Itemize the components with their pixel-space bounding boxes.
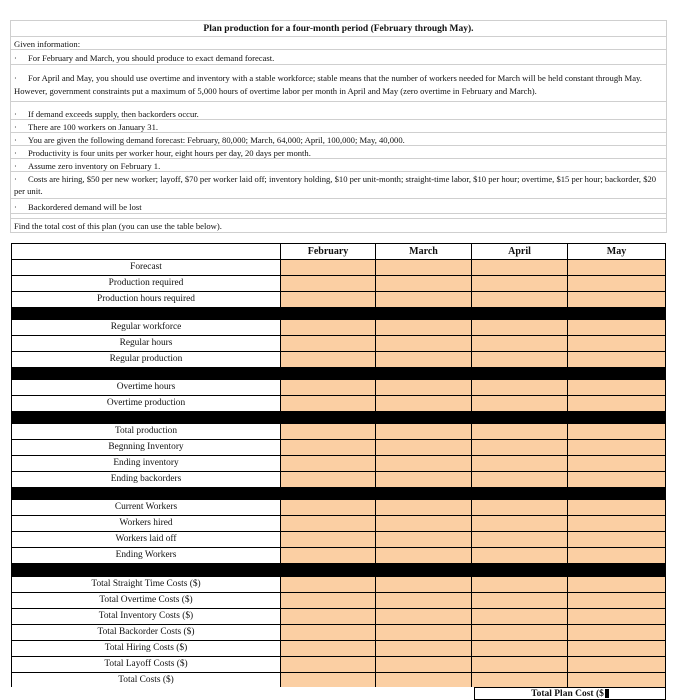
input-cell-march[interactable] xyxy=(376,292,471,307)
input-cell-april[interactable] xyxy=(472,657,567,672)
bullet-icon: · xyxy=(14,73,17,83)
input-cell-february[interactable] xyxy=(281,456,375,471)
given-bullet-8 xyxy=(10,172,667,199)
row-label: Total Overtime Costs ($) xyxy=(12,593,280,608)
input-cell-may[interactable] xyxy=(568,548,665,563)
row-label: Ending Workers xyxy=(12,548,280,563)
input-cell-april[interactable] xyxy=(472,516,567,531)
bullet-text: Backordered demand will be lost xyxy=(28,202,142,212)
input-cell-may[interactable] xyxy=(568,456,665,471)
row-label: Forecast xyxy=(12,260,280,275)
bullet-icon: · xyxy=(14,148,17,158)
bullet-text: There are 100 workers on January 31. xyxy=(28,122,159,132)
row-label: Ending backorders xyxy=(12,472,280,487)
row-label: Regular hours xyxy=(12,336,280,351)
input-cell-february[interactable] xyxy=(281,500,375,515)
row-label: Production hours required xyxy=(12,292,280,307)
input-cell-may[interactable] xyxy=(568,380,665,395)
section-divider xyxy=(12,488,665,499)
bullet-icon: · xyxy=(14,122,17,132)
input-cell-april[interactable] xyxy=(472,260,567,275)
input-cell-march[interactable] xyxy=(376,352,471,367)
input-cell-april[interactable] xyxy=(472,276,567,291)
input-cell-march[interactable] xyxy=(376,625,471,640)
input-cell-april[interactable] xyxy=(472,380,567,395)
row-label: Production required xyxy=(12,276,280,291)
input-cell-may[interactable] xyxy=(568,472,665,487)
input-cell-may[interactable] xyxy=(568,641,665,656)
bullet-text: Costs are hiring, $50 per new worker; layoff, $70 per worker laid off; inventory holding, $10 per unit-month; straight-time labor, $10 per hour; overtime, $15 per hour; backorder, $20 per unit. xyxy=(14,174,657,196)
input-cell-march[interactable] xyxy=(376,260,471,275)
input-cell-february[interactable] xyxy=(281,336,375,351)
given-heading: Given information: xyxy=(10,37,667,50)
row-label: Workers hired xyxy=(12,516,280,531)
input-cell-march[interactable] xyxy=(376,500,471,515)
input-cell-april[interactable] xyxy=(472,532,567,547)
row-label: Regular production xyxy=(12,352,280,367)
input-cell-may[interactable] xyxy=(568,276,665,291)
input-cell-april[interactable] xyxy=(472,456,567,471)
row-label: Total Inventory Costs ($) xyxy=(12,609,280,624)
bullet-text: For February and March, you should produce to exact demand forecast. xyxy=(28,53,275,63)
month-header-may: May xyxy=(568,244,665,259)
given-bullet-1 xyxy=(10,50,667,65)
input-cell-march[interactable] xyxy=(376,424,471,439)
given-bullet-9 xyxy=(10,199,667,214)
row-label: Total Costs ($) xyxy=(12,673,280,688)
bullet-icon: · xyxy=(14,109,17,119)
input-cell-march[interactable] xyxy=(376,548,471,563)
input-cell-february[interactable] xyxy=(281,352,375,367)
input-cell-april[interactable] xyxy=(472,424,567,439)
given-bullet-4 xyxy=(10,120,667,133)
input-cell-march[interactable] xyxy=(376,609,471,624)
input-cell-february[interactable] xyxy=(281,292,375,307)
bullet-icon: · xyxy=(14,202,17,212)
input-cell-april[interactable] xyxy=(472,336,567,351)
input-cell-february[interactable] xyxy=(281,577,375,592)
input-cell-february[interactable] xyxy=(281,532,375,547)
bullet-icon: · xyxy=(14,161,17,171)
input-cell-may[interactable] xyxy=(568,577,665,592)
bullet-icon: · xyxy=(14,135,17,145)
month-header-march: March xyxy=(376,244,471,259)
input-cell-april[interactable] xyxy=(472,673,567,688)
task-instruction: Find the total cost of this plan (you can use the table below). xyxy=(10,218,667,233)
bullet-text: For April and May, you should use overtime and inventory with a stable workforce; stable means that the number of workers needed for March will be held constant through May. However, government constraints put a maximum of 5,000 hours of overtime labor per month in April and May (zero overtime in February and March). xyxy=(14,73,642,96)
bullet-text: Assume zero inventory on February 1. xyxy=(28,161,161,171)
bullet-icon: · xyxy=(14,53,17,63)
input-cell-may[interactable] xyxy=(568,396,665,411)
input-cell-may[interactable] xyxy=(568,609,665,624)
row-label: Begnning Inventory xyxy=(12,440,280,455)
input-cell-may[interactable] xyxy=(568,516,665,531)
row-label: Workers laid off xyxy=(12,532,280,547)
input-cell-march[interactable] xyxy=(376,336,471,351)
input-cell-march[interactable] xyxy=(376,516,471,531)
input-cell-may[interactable] xyxy=(568,593,665,608)
input-cell-february[interactable] xyxy=(281,593,375,608)
input-cell-may[interactable] xyxy=(568,292,665,307)
bullet-icon: · xyxy=(14,174,17,184)
input-cell-february[interactable] xyxy=(281,625,375,640)
input-cell-february[interactable] xyxy=(281,673,375,688)
given-bullet-7 xyxy=(10,159,667,172)
header-corner xyxy=(12,244,280,259)
input-cell-february[interactable] xyxy=(281,516,375,531)
input-cell-may[interactable] xyxy=(568,352,665,367)
row-label: Current Workers xyxy=(12,500,280,515)
month-header-april: April xyxy=(472,244,567,259)
input-cell-april[interactable] xyxy=(472,440,567,455)
total-plan-cost xyxy=(474,687,666,700)
row-label: Regular workforce xyxy=(12,320,280,335)
page-title: Plan production for a four-month period (February through May). xyxy=(10,20,667,37)
input-cell-march[interactable] xyxy=(376,577,471,592)
input-cell-march[interactable] xyxy=(376,593,471,608)
input-cell-april[interactable] xyxy=(472,292,567,307)
row-label: Total production xyxy=(12,424,280,439)
month-header-february: February xyxy=(281,244,375,259)
total-plan-cost-label: Total Plan Cost ($ xyxy=(531,689,604,699)
input-cell-april[interactable] xyxy=(472,352,567,367)
input-cell-april[interactable] xyxy=(472,641,567,656)
input-cell-march[interactable] xyxy=(376,380,471,395)
input-cell-may[interactable] xyxy=(568,440,665,455)
row-label: Ending inventory xyxy=(12,456,280,471)
input-cell-february[interactable] xyxy=(281,320,375,335)
given-bullet-5 xyxy=(10,133,667,146)
input-cell-february[interactable] xyxy=(281,641,375,656)
section-divider xyxy=(12,368,665,379)
input-cell-march[interactable] xyxy=(376,440,471,455)
input-cell-march[interactable] xyxy=(376,456,471,471)
input-cell-march[interactable] xyxy=(376,673,471,688)
input-cell-may[interactable] xyxy=(568,260,665,275)
section-divider xyxy=(12,308,665,319)
input-cell-february[interactable] xyxy=(281,548,375,563)
given-bullet-6 xyxy=(10,146,667,159)
input-cell-february[interactable] xyxy=(281,260,375,275)
input-cell-may[interactable] xyxy=(568,532,665,547)
input-cell-february[interactable] xyxy=(281,396,375,411)
input-cell-may[interactable] xyxy=(568,424,665,439)
input-cell-april[interactable] xyxy=(472,577,567,592)
input-cell-may[interactable] xyxy=(568,320,665,335)
input-cell-may[interactable] xyxy=(568,673,665,688)
section-divider xyxy=(12,564,665,576)
input-cell-may[interactable] xyxy=(568,336,665,351)
row-label: Total Straight Time Costs ($) xyxy=(12,577,280,592)
input-cell-april[interactable] xyxy=(472,593,567,608)
total-plan-cost-input[interactable] xyxy=(605,689,609,698)
input-cell-february[interactable] xyxy=(281,424,375,439)
input-cell-april[interactable] xyxy=(472,472,567,487)
row-label: Total Backorder Costs ($) xyxy=(12,625,280,640)
input-cell-march[interactable] xyxy=(376,472,471,487)
given-bullet-2 xyxy=(10,69,667,102)
given-bullet-3 xyxy=(10,107,667,120)
input-cell-february[interactable] xyxy=(281,276,375,291)
input-cell-april[interactable] xyxy=(472,500,567,515)
section-divider xyxy=(12,412,665,423)
input-cell-march[interactable] xyxy=(376,532,471,547)
input-cell-february[interactable] xyxy=(281,609,375,624)
row-label: Overtime hours xyxy=(12,380,280,395)
input-cell-april[interactable] xyxy=(472,320,567,335)
bullet-text: If demand exceeds supply, then backorders occur. xyxy=(28,109,199,119)
row-label: Overtime production xyxy=(12,396,280,411)
input-cell-april[interactable] xyxy=(472,396,567,411)
input-cell-february[interactable] xyxy=(281,440,375,455)
input-cell-may[interactable] xyxy=(568,625,665,640)
input-cell-april[interactable] xyxy=(472,625,567,640)
bullet-text: Productivity is four units per worker hour, eight hours per day, 20 days per month. xyxy=(28,148,311,158)
input-cell-may[interactable] xyxy=(568,500,665,515)
row-label: Total Hiring Costs ($) xyxy=(12,641,280,656)
input-cell-march[interactable] xyxy=(376,396,471,411)
input-cell-april[interactable] xyxy=(472,548,567,563)
input-cell-march[interactable] xyxy=(376,641,471,656)
input-cell-march[interactable] xyxy=(376,276,471,291)
input-cell-february[interactable] xyxy=(281,657,375,672)
input-cell-march[interactable] xyxy=(376,657,471,672)
input-cell-may[interactable] xyxy=(568,657,665,672)
input-cell-april[interactable] xyxy=(472,609,567,624)
row-label: Total Layoff Costs ($) xyxy=(12,657,280,672)
input-cell-february[interactable] xyxy=(281,380,375,395)
input-cell-march[interactable] xyxy=(376,320,471,335)
input-cell-february[interactable] xyxy=(281,472,375,487)
bullet-text: You are given the following demand forecast: February, 80,000; March, 64,000; April, 100,000; May, 40,000. xyxy=(28,135,405,145)
